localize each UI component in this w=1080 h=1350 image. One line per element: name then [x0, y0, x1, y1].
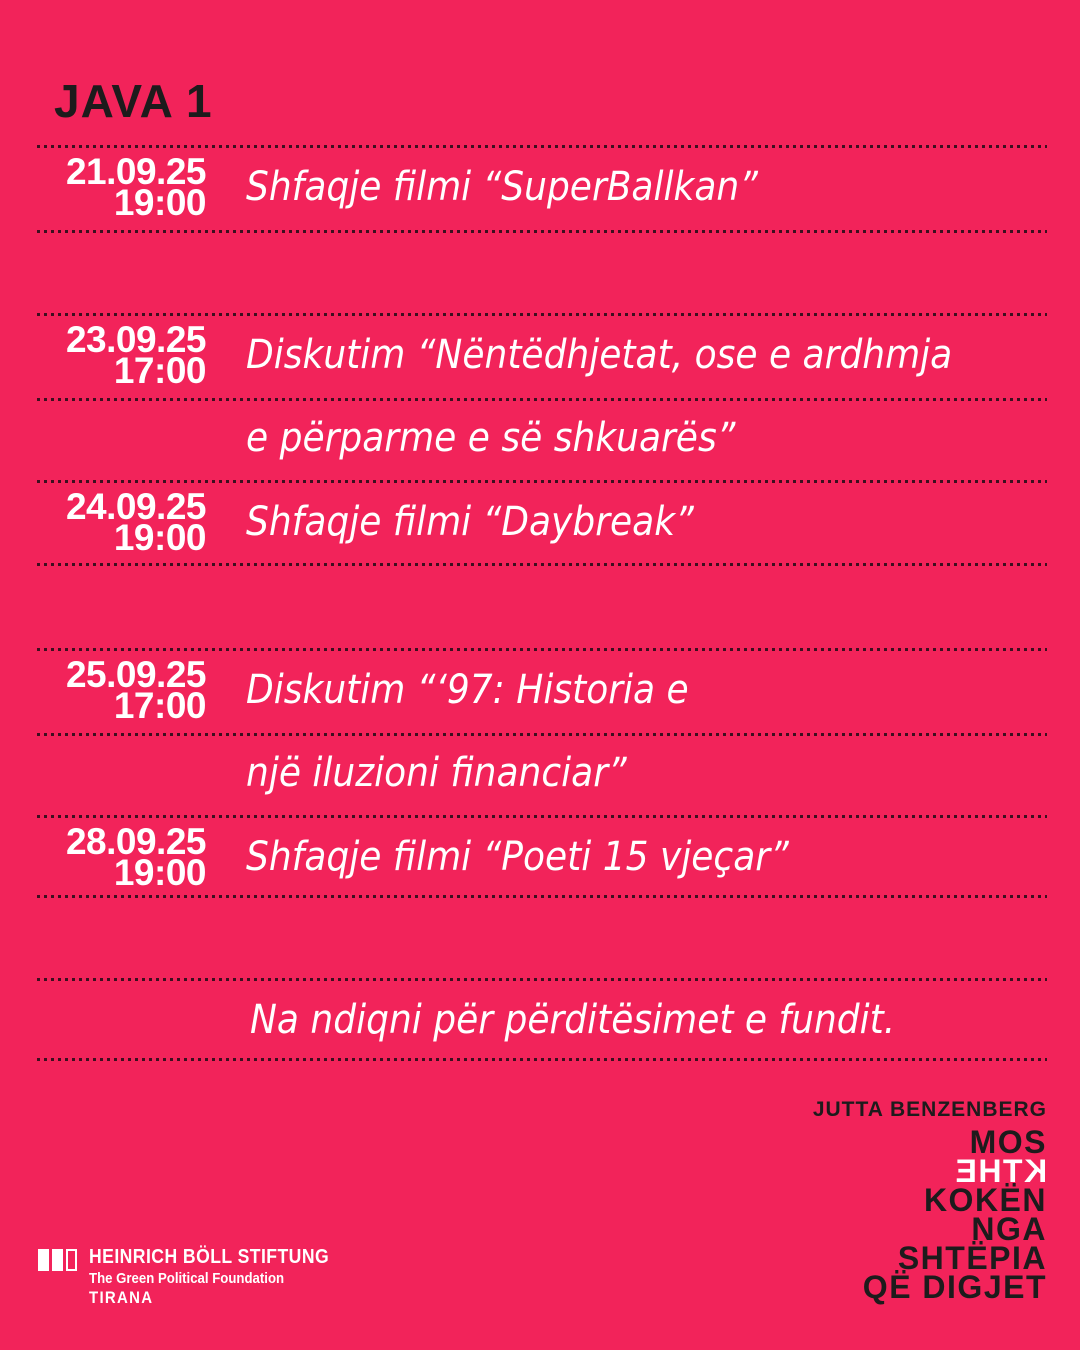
film-title-word: KOKËN: [923, 1182, 1047, 1218]
event-date: [40, 319, 206, 391]
event-time-value: 19:00: [113, 517, 206, 558]
film-title-block: [862, 1124, 1047, 1305]
event-title: [246, 815, 789, 898]
event-time-value: 17:00: [113, 685, 206, 726]
photographer-credit: JUTTA BENZENBERG: [812, 1098, 1047, 1121]
event-date-value: 28.09.25: [65, 821, 206, 862]
event-date: [40, 654, 206, 726]
event-title-line: Shfaqje filmi “Poeti 15 vjeçar”: [246, 833, 789, 880]
event-date-value: 25.09.25: [65, 654, 206, 695]
event-title-line: Shfaqje filmi “Daybreak”: [246, 498, 694, 545]
event-date: [40, 821, 206, 893]
event-time-value: 17:00: [113, 350, 206, 391]
follow-note-text: Na ndiqni për përditësimet e fundit.: [250, 996, 896, 1043]
event-title-line: një iluzioni financiar”: [246, 749, 627, 796]
dotted-rule: [37, 230, 1047, 233]
event-time-value: 19:00: [113, 852, 206, 893]
heinrich-boell-logo: [38, 1247, 362, 1308]
event-title: [246, 145, 758, 228]
film-title-word: QË DIGJET: [862, 1269, 1047, 1305]
dotted-rule: [37, 563, 1047, 566]
film-title-line: [862, 1269, 1047, 1305]
event-date: [40, 151, 206, 223]
event-title-line: Shfaqje filmi “SuperBallkan”: [246, 163, 758, 210]
event-date-value: 23.09.25: [65, 319, 206, 360]
week-title: JAVA 1: [54, 75, 213, 127]
event-title-line: Diskutim “Nëntëdhjetat, ose e ardhmja: [246, 331, 953, 378]
event-title: [246, 313, 952, 479]
event-title-line: e përparme e së shkuarës”: [246, 414, 736, 461]
follow-note: [250, 978, 895, 1061]
logo-org-name: HEINRICH BÖLL STIFTUNG: [89, 1246, 330, 1268]
logo-city: TIRANA: [89, 1288, 154, 1307]
event-title: [246, 648, 689, 814]
film-title-word: SHTËPIA: [897, 1240, 1047, 1276]
film-title-word: MOS: [969, 1124, 1047, 1160]
event-date-value: 24.09.25: [65, 486, 206, 527]
event-date-value: 21.09.25: [65, 151, 206, 192]
event-title-line: Diskutim “‘97: Historia e: [246, 666, 689, 713]
film-title-word-mirrored: KTHE: [953, 1153, 1047, 1189]
event-date: [40, 486, 206, 558]
logo-bars-icon: [38, 1249, 77, 1271]
logo-subtitle: The Green Political Foundation: [89, 1270, 285, 1287]
film-title-word: NGA: [971, 1211, 1047, 1247]
event-time-value: 19:00: [113, 182, 206, 223]
event-title: [246, 480, 694, 563]
film-title-line: [863, 1153, 1047, 1189]
